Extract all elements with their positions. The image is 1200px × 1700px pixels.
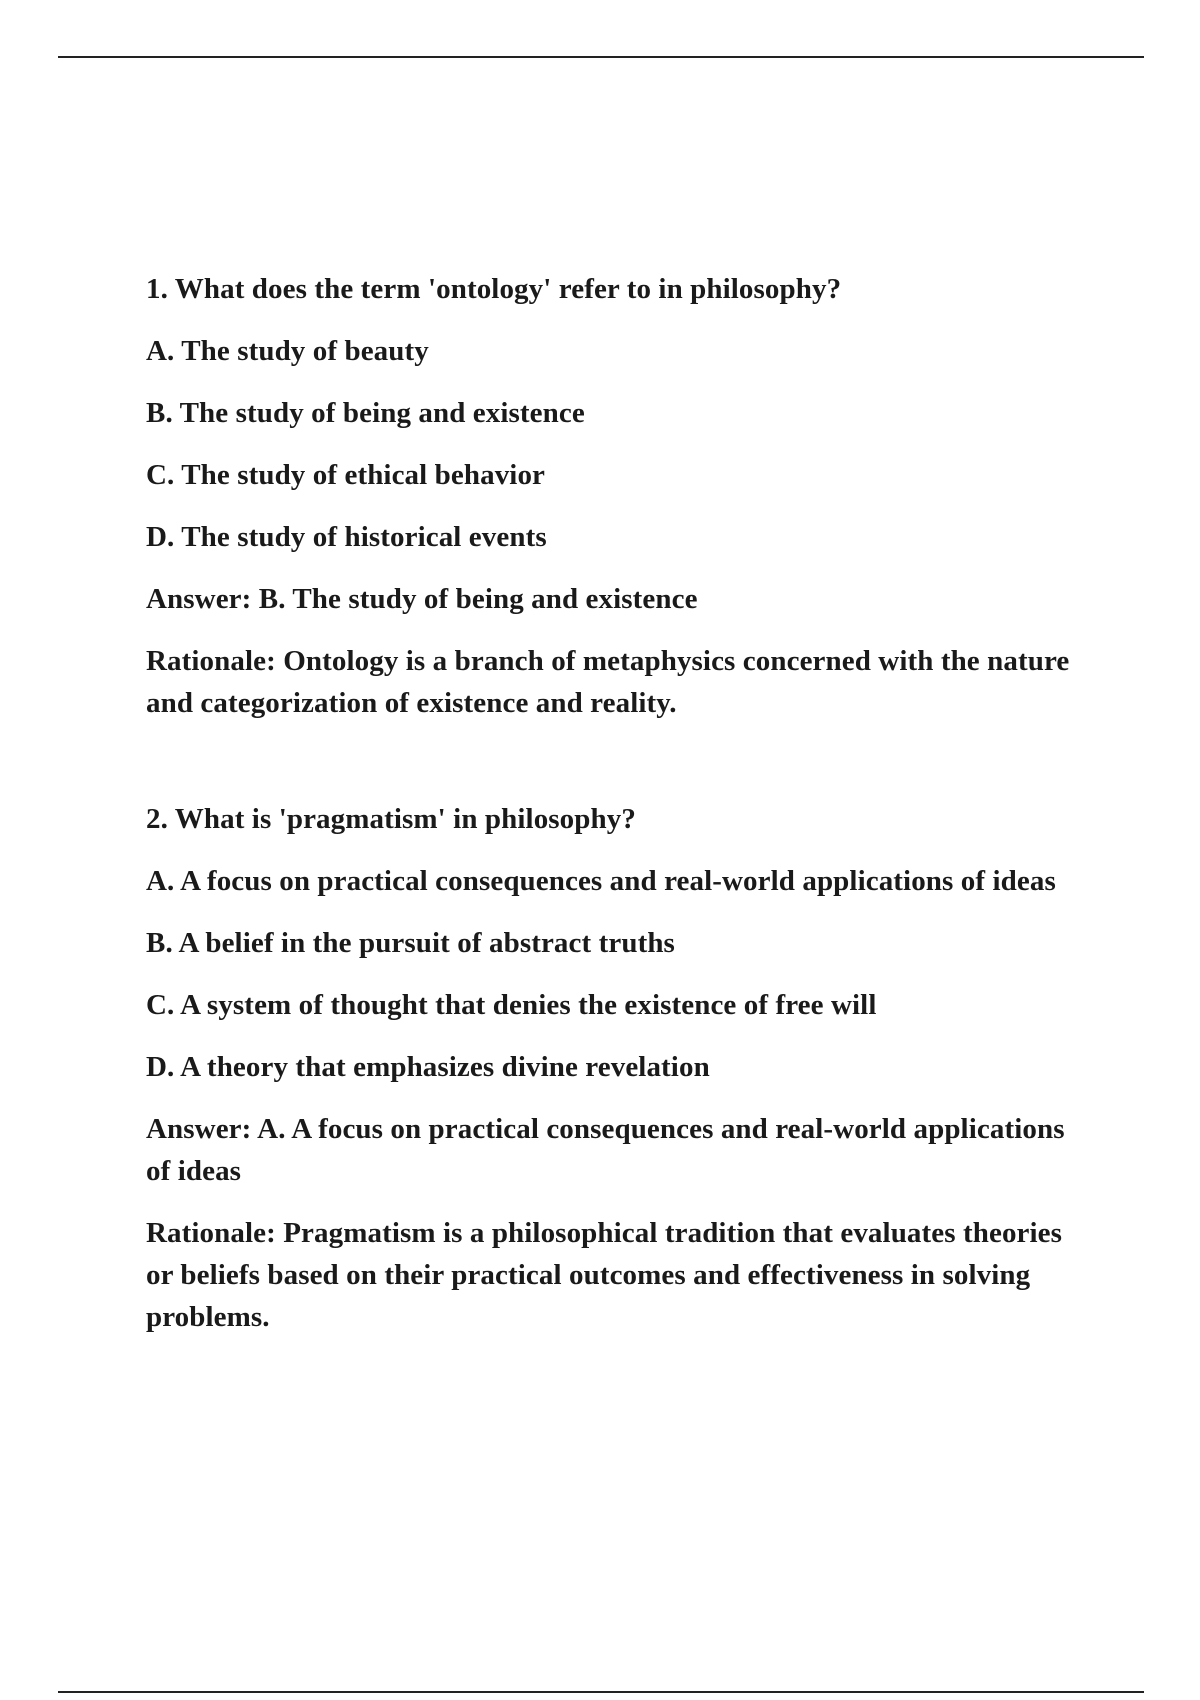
header-rule	[58, 56, 1144, 58]
option-c: C. The study of ethical behavior	[146, 459, 546, 491]
question-block-2	[146, 798, 1076, 1338]
option-c: C. A system of thought that denies the existence of free will	[146, 989, 877, 1021]
question-text: 2. What is 'pragmatism' in philosophy?	[146, 803, 636, 835]
option-d: D. The study of historical events	[146, 521, 547, 553]
answer-text: Answer: B. The study of being and existence	[146, 583, 698, 615]
question-block-1	[146, 268, 1076, 724]
option-b: B. The study of being and existence	[146, 397, 585, 429]
rationale-text: Rationale: Pragmatism is a philosophical tradition that evaluates theories or beliefs based on their practical outcomes and effectiveness in solving problems.	[146, 1217, 1063, 1333]
footer-rule	[58, 1691, 1144, 1693]
question-text: 1. What does the term 'ontology' refer to in philosophy?	[146, 273, 842, 305]
rationale-text: Rationale: Ontology is a branch of metaphysics concerned with the nature and categorization of existence and reality.	[146, 645, 1070, 719]
answer-text: Answer: A. A focus on practical consequences and real-world applications of ideas	[146, 1113, 1065, 1187]
option-a: A. The study of beauty	[146, 335, 429, 367]
option-a: A. A focus on practical consequences and real-world applications of ideas	[146, 865, 1056, 897]
option-b: B. A belief in the pursuit of abstract truths	[146, 927, 675, 959]
option-d: D. A theory that emphasizes divine revelation	[146, 1051, 710, 1083]
document-body	[146, 268, 1076, 1338]
